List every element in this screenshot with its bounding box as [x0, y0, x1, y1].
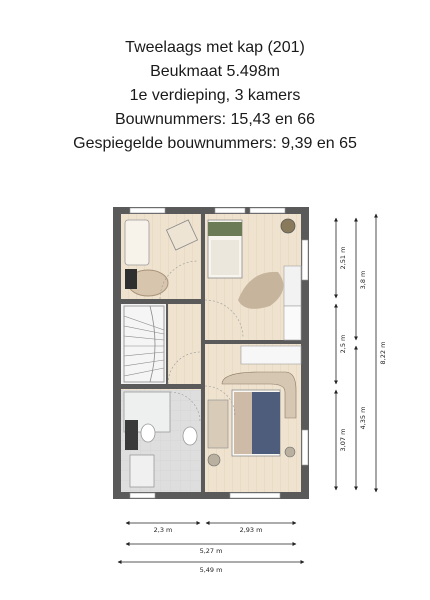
bed-blanket-blue — [252, 392, 280, 454]
interior-wall — [201, 214, 205, 384]
window — [130, 208, 165, 213]
bench — [208, 400, 228, 448]
interior-wall — [205, 340, 301, 344]
bed-blanket-beige — [234, 392, 252, 454]
bench — [125, 220, 149, 265]
window — [230, 493, 280, 498]
horizontal-dimensions — [118, 523, 304, 574]
window — [215, 208, 245, 213]
side-table — [208, 454, 220, 466]
washbasin-unit — [130, 455, 154, 487]
sink — [183, 427, 197, 445]
dresser — [125, 269, 137, 289]
dim-upper-total: 3,8 m — [359, 270, 367, 290]
floorplan — [113, 207, 309, 499]
toilet — [141, 424, 155, 442]
vertical-dimensions — [336, 214, 387, 492]
window — [302, 240, 308, 280]
window — [250, 208, 285, 213]
bath-cabinet — [125, 420, 138, 450]
cabinet — [241, 346, 301, 364]
dim-middle: 2,5 m — [339, 334, 347, 354]
dim-overall: 8,22 m — [379, 341, 387, 365]
side-table — [285, 447, 295, 457]
bed-pillow — [208, 222, 242, 236]
dim-lower-total: 4,35 m — [359, 406, 367, 430]
beukmaat-text: Beukmaat 5.498m — [150, 63, 280, 80]
dim-inner-total: 5,27 m — [199, 547, 223, 555]
stair-wall — [166, 304, 168, 384]
plant-pot — [281, 219, 295, 233]
plan-title: Tweelaags met kap (201) — [125, 39, 305, 56]
desk — [284, 266, 301, 306]
staircase — [124, 306, 164, 382]
dim-top-room: 2,51 m — [339, 246, 347, 270]
window — [302, 430, 308, 465]
window — [130, 493, 155, 498]
bouwnummers-text: Bouwnummers: 15,43 en 66 — [114, 111, 316, 128]
dim-outer-total: 5,49 m — [199, 566, 223, 574]
landing — [166, 304, 201, 384]
dim-bottom-room: 3,07 m — [339, 428, 347, 452]
dim-left-part: 2,3 m — [153, 526, 173, 534]
wardrobe — [284, 306, 301, 340]
gespiegeld-text: Gespiegelde bouwnummers: 9,39 en 65 — [73, 135, 357, 152]
interior-wall — [121, 384, 201, 389]
bed-blanket — [211, 240, 239, 275]
floor-info: 1e verdieping, 3 kamers — [129, 87, 301, 104]
interior-wall — [201, 384, 205, 492]
dim-right-part: 2,93 m — [239, 526, 263, 534]
interior-wall — [121, 299, 201, 304]
